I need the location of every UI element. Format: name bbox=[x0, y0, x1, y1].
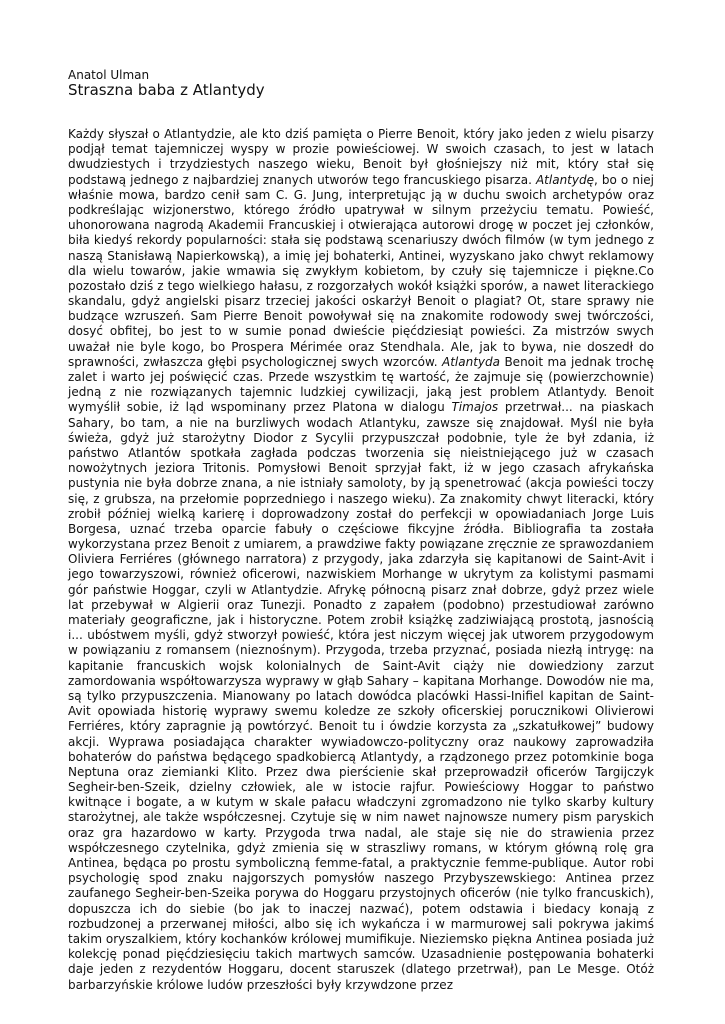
italic-title-ref: Atlantyda bbox=[442, 354, 500, 369]
author-name: Anatol Ulman bbox=[68, 68, 150, 82]
italic-title-ref: Atlantydę bbox=[535, 172, 594, 187]
body-text: Każdy słyszał o Atlantydzie, ale kto dziś pamięta o Pierre Benoit, który jako jeden z wielu pisarzy podjął temat tajemniczej wyspy w prozie powieściowej. W swoich czasach, to jest w latach dwudziestych i trzydziestych naszego wieku, Benoit był głośniejszy niż mit, który stał się podstawą jednego z najbardziej znanych utworów tego francuskiego pisarza. bbox=[68, 127, 654, 187]
italic-title-ref: Timajos bbox=[451, 400, 499, 415]
body-text: , bo o niej właśnie mowa, bardzo cenił sam C. G. Jung, interpretując ją w duchu swoich archetypów oraz podkreślając wizjonerstwo, którego źródło upatrywał w silnym przeżyciu tematu. Powieść, uhonorowana nagrodą Akademii Francuskiej i otwierająca autorowi drogę w poczet jej członków, biła kiedyś rekordy popularności: stała się podstawą scenariuszy dwóch filmów (w tym jednego z naszą Stanisławą Napierkowską), a imię jej bohaterki, Antinei, wyzyskano jako chwyt reklamowy dla wielu towarów, jakie wmawia się zwykłym kobietom, by czuły się tajemnicze i piękne.Co pozostało dziś z tego wielkiego hałasu, z rozgorzałych wokół książki sporów, a nawet literackiego skandalu, gdyż angielski pisarz trzeciej jakości oskarżył Benoit o plagiat? Ot, stare sprawy nie budzące wzruszeń. Sam Pierre Benoit powoływał się na znakomite rodowody swej twórczości, dosyć obfitej, bo jest to w sumie ponad dwieście pięćdziesiąt powieści. Za mistrzów swych uważał nie byle kogo, bo Prospera Mérimée oraz Stendhala. Ale, jak to bywa, nie doszedł do sprawności, zwłaszcza głębi psychologicznej swych wzorców. bbox=[68, 172, 654, 369]
document-title: Straszna baba z Atlantydy bbox=[68, 81, 265, 99]
body-text: przetrwał... na piaskach Sahary, bo tam, a nie na burzliwych wodach Atlantyku, zawsze się znajdował. Myśl nie była świeża, gdyż już starożytny Diodor z Sycylii przypuszczał podobnie, tyle że był zdania, iż państwo Atlantów spotkała zagłada podczas tworzenia się nieistniejącego już w czasach nowożytnych jeziora Tritonis. Pomysłowi Benoit sprzyjał fakt, iż w jego czasach afrykańska pustynia nie była dobrze znana, a nie istniały samoloty, by ją spenetrować (akcja powieści toczy się, z grubsza, na przełomie poprzedniego i naszego wieku). Za znakomity chwyt literacki, który zrobił później wielką karierę i doprowadzony został do perfekcji w opowiadaniach Jorge Luis Borgesa, uznać trzeba oparcie fabuły o częściowe fikcyjne źródła. Bibliografia ta została wykorzystana przez Benoit z umiarem, a prawdziwe fakty powiązane zręcznie ze sprawozdaniem Oliviera Ferriéres (głównego narratora) z przygody, jaka zdarzyła się kapitanowi de Saint-Avit i jego towarzyszowi, również oficerowi, nazwiskiem Morhange w ukrytym za kolistymi pasmami gór państwie Hoggar, czyli w Atlantydzie. Afrykę północną pisarz znał dobrze, gdyż przez wiele lat przebywał w Algierii oraz Tunezji. Ponadto z zapałem (podobno) przestudiował zarówno materiały geograficzne, jak i historyczne. Potem zrobił książkę zadziwiającą prostotą, jasnością i... ubóstwem myśli, gdyż stworzył powieść, która jest niczym więcej jak utworem przygodowym w powiązaniu z romansem (nieznośnym). Przygoda, trzeba przyznać, posiada niezłą intrygę: na kapitanie francuskich wojsk kolonialnych de Saint-Avit ciąży nie dowiedziony zarzut zamordowania współtowarzysza wyprawy w głąb Sahary – kapitana Morhange. Dowodów nie ma, są tylko przypuszczenia. Mianowany po latach dowódca placówki Hassi-Inifiel kapitan de Saint-Avit opowiada historię wyprawy swemu koledze ze szkoły oficerskiej porucznikowi Olivierowi Ferriéres, który zapragnie ją powtórzyć. Benoit tu i ówdzie korzysta za „szkatułkowej” budowy akcji. Wyprawa posiadająca charakter wywiadowczo-polityczny oraz naukowy zaprowadziła bohaterów do państwa będącego spadkobiercą Atlantydy, a rządzonego przez potomkinie boga Neptuna oraz ziemianki Klito. Przez dwa pierścienie skał przeprowadził oficerów Targijczyk Segheir-ben-Szeik, dzielny człowiek, ale w istocie rajfur. Powieściowy Hoggar to państwo kwitnące i bogate, a w kutym w skale pałacu władczyni zgromadzono nie tylko skarby kultury starożytnej, ale także współczesnej. Czytuje się w nim nawet najnowsze numery pism paryskich oraz gra hazardowo w karty. Przygoda trwa nadal, ale staje się nie do strawienia przez współczesnego czytelnika, gdyż zmienia się w straszliwy romans, w którym główną rolę gra Antinea, będąca po prostu symboliczną femme-fatal, a praktycznie femme-publique. Autor robi psychologię spod znaku najgorszych pomysłów naszego Przybyszewskiego: Antinea przez zaufanego Segheir-ben-Szeika porywa do Hoggaru przystojnych oficerów (nie tylko francuskich), dopuszcza ich do siebie (bo jak to inaczej nazwać), potem odstawia i biedacy konają z rozbudzonej a przerwanej miłości, albo się ich wykańcza i w marmurowej sali pokrywa jakimś takim oryszalkiem, który kochanków królowej mumifikuje. Nieziemsko piękna Antinea posiada już kolekcję ponad pięćdziesięciu takich martwych samców. Uzasadnienie postępowania bohaterki daje jeden z rezydentów Hoggaru, docent staruszek (dlatego przetrwał), pan Le Mesge. Otóż barbarzyńskie królowe ludów przeszłości były krzywdzone przez bbox=[68, 400, 654, 992]
body-text: Benoit ma jednak trochę zalet i warto jej poświęcić czas. Przede wszystkim tę wartość, że zajmuje się (powierzchownie) jedną z nie rozwiązanych tajemnic ludzkiej cywilizacji, jaką jest problem Atlantydy. Benoit wymyślił sobie, iż ląd wspominany przez Platona w dialogu bbox=[68, 354, 655, 415]
article-body bbox=[68, 127, 654, 993]
